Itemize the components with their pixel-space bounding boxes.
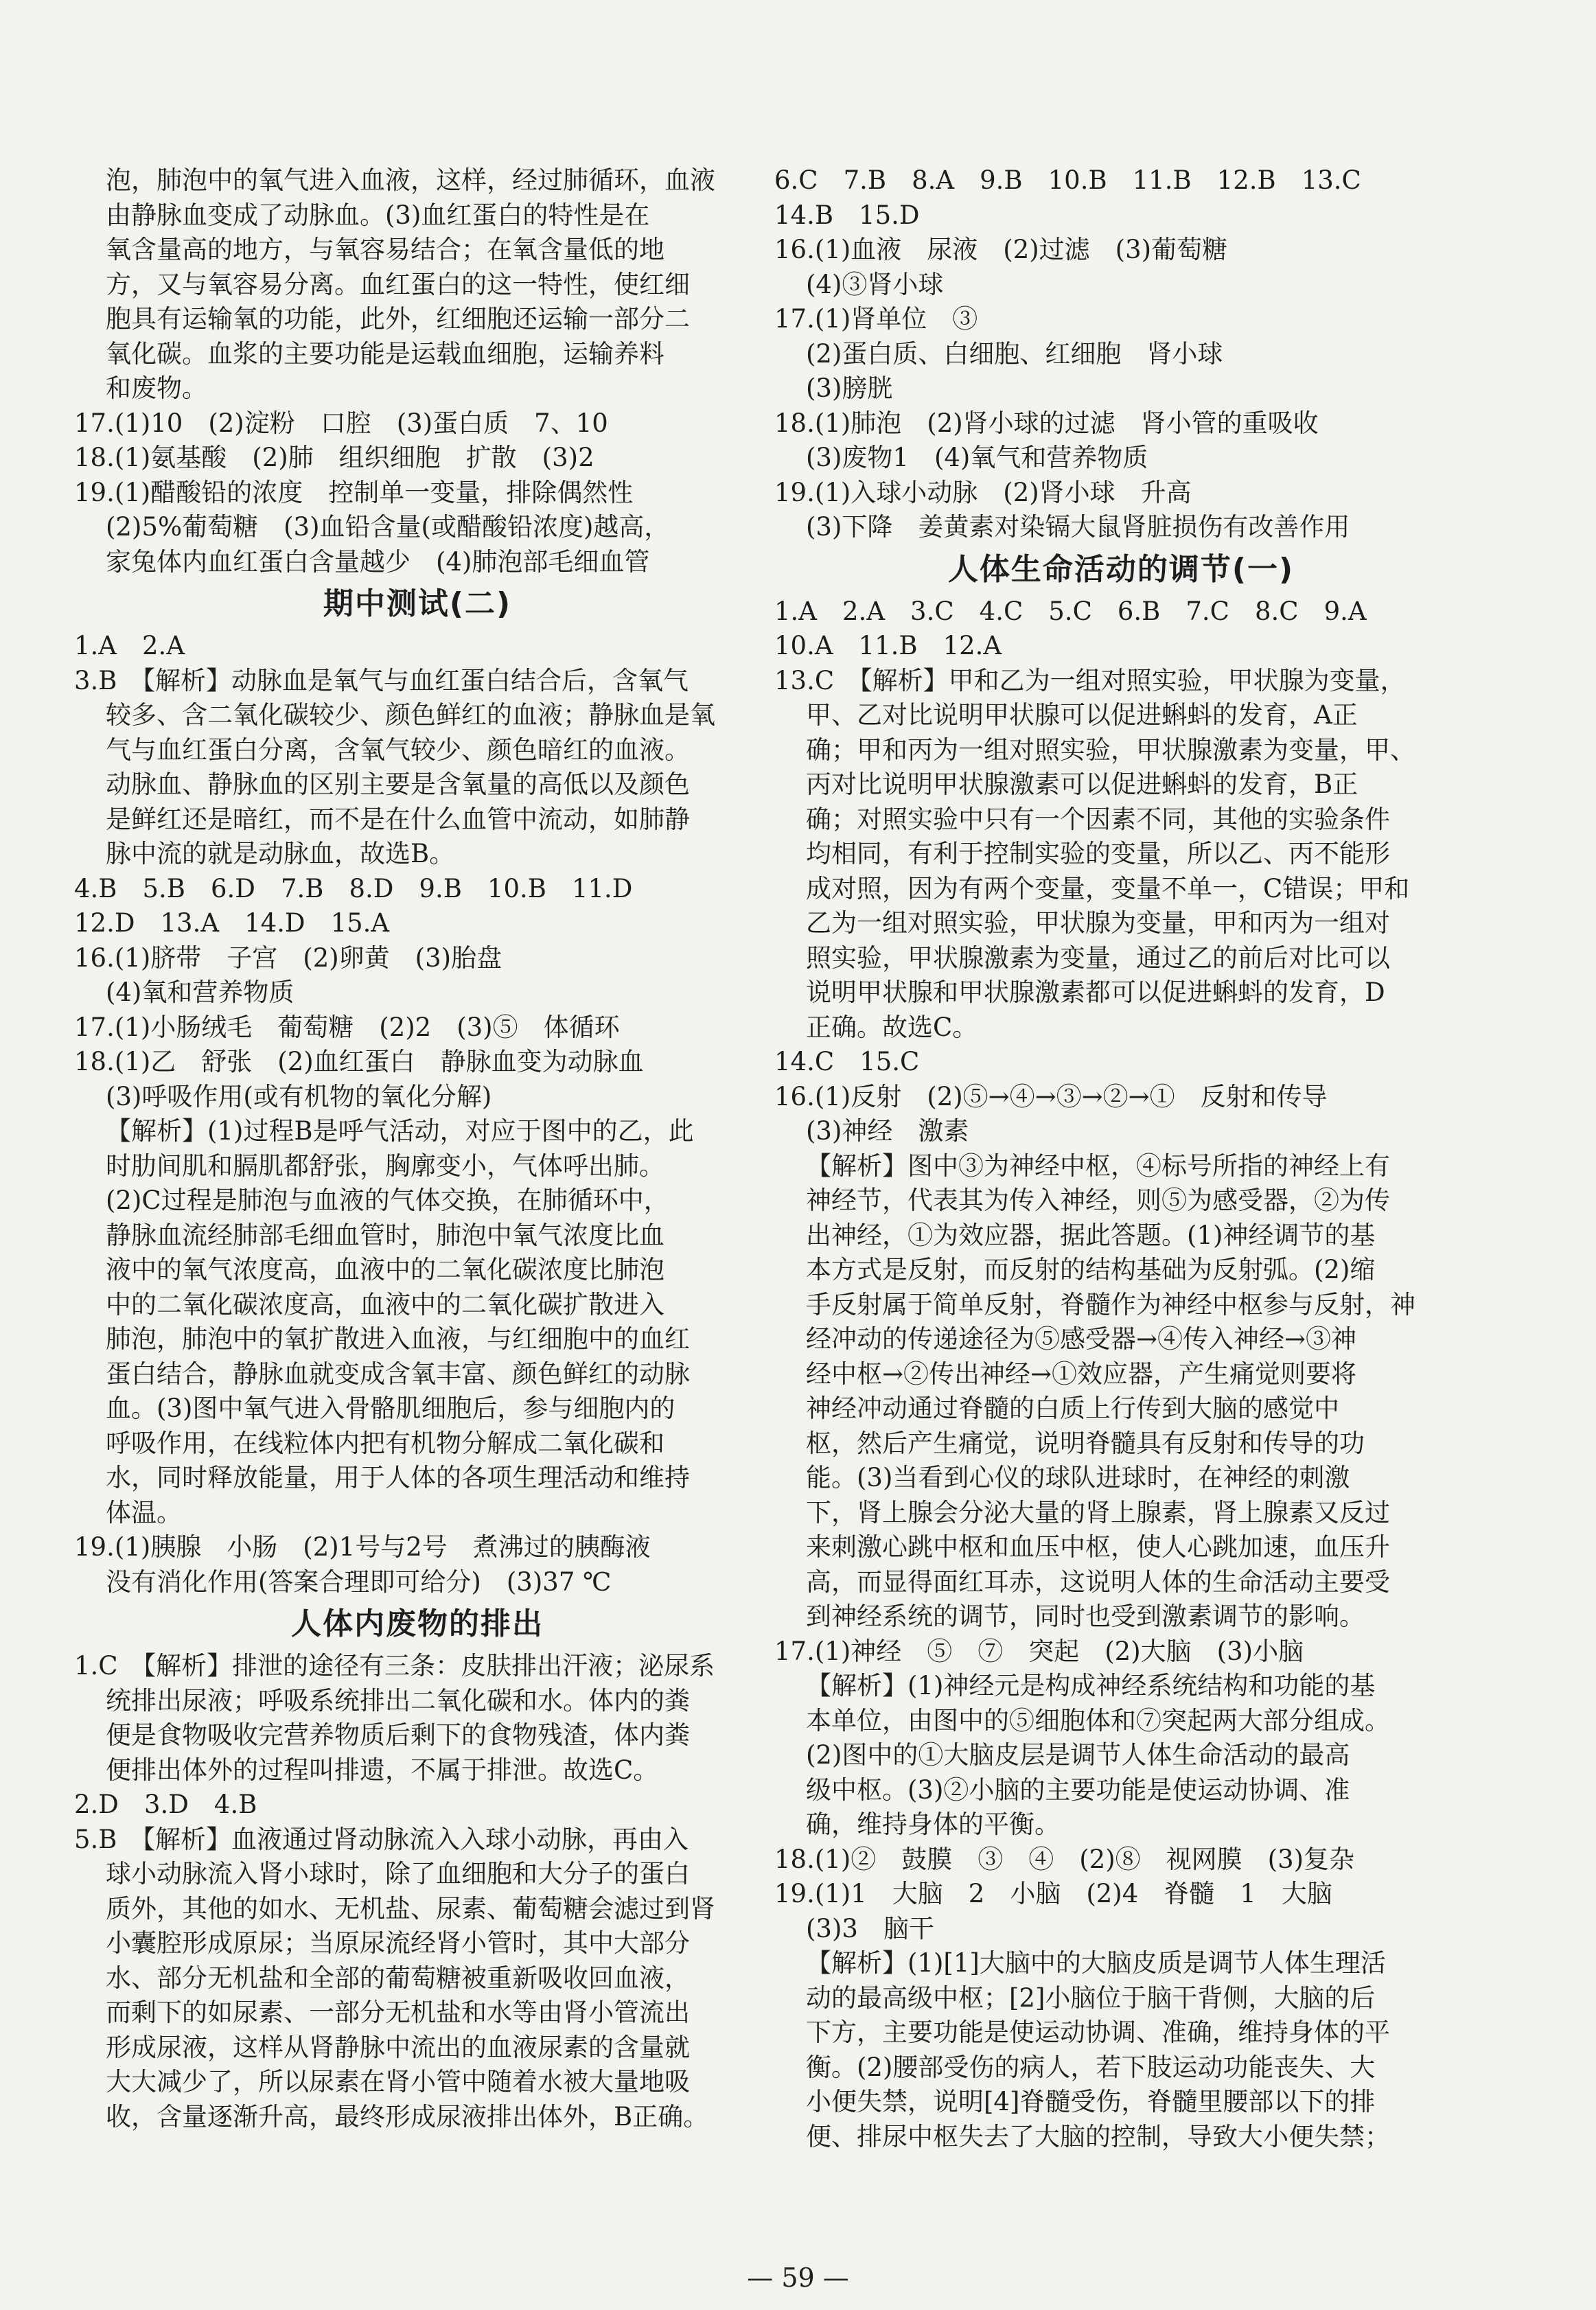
text-line: 而剩下的如尿素、一部分无机盐和水等由肾小管流出 — [106, 1998, 690, 2027]
text-line: 14.B 15.D — [774, 200, 920, 230]
text-line: 确；甲和丙为一组对照实验，甲状腺激素为变量，甲、 — [806, 735, 1415, 765]
text-line: 气与血红蛋白分离，含氧气较少、颜色暗红的血液。 — [106, 735, 690, 765]
text-line: 收，含量逐渐升高，最终形成尿液排出体外，B正确。 — [106, 2101, 709, 2132]
text-line: 枢，然后产生痛觉，说明脊髓具有反射和传导的功 — [806, 1428, 1365, 1458]
text-line: 10.A 11.B 12.A — [774, 631, 1002, 660]
text-line: 小囊腔形成原尿；当原尿流经肾小管时，其中大部分 — [106, 1928, 690, 1958]
text-line: 确，维持身体的平衡。 — [806, 1810, 1060, 1839]
text-line: 球小动脉流入肾小球时，除了血细胞和大分子的蛋白 — [106, 1859, 690, 1889]
text-line: 本单位，由图中的⑤细胞体和⑦突起两大部分组成。 — [806, 1705, 1390, 1735]
text-line: 神经节，代表其为传入神经，则⑤为感受器，②为传 — [806, 1186, 1390, 1215]
text-line: 乙为一组对照实验，甲状腺为变量，甲和丙为一组对 — [806, 908, 1390, 938]
text-line: 【解析】图中③为神经中枢，④标号所指的神经上有 — [806, 1151, 1390, 1181]
text-line: 便、排尿中枢失去了大脑的控制，导致大小便失禁； — [806, 2121, 1390, 2151]
text-line: (2)蛋白质、白细胞、红细胞 肾小球 — [806, 338, 1223, 369]
text-line: 大大减少了，所以尿素在肾小管中随着水被大量地吸 — [106, 2067, 690, 2097]
text-line: 18.(1)② 鼓膜 ③ ④ (2)⑧ 视网膜 (3)复杂 — [774, 1844, 1355, 1874]
text-line: 19.(1)醋酸铅的浓度 控制单一变量，排除偶然性 — [74, 477, 634, 507]
text-line: 说明甲状腺和甲状腺激素都可以促进蝌蚪的发育，D — [806, 978, 1385, 1007]
text-line: (3)呼吸作用(或有机物的氧化分解) — [106, 1081, 492, 1111]
text-line: 经冲动的传递途径为⑤感受器→④传入神经→③神 — [806, 1324, 1357, 1354]
text-line: 静脉血流经肺部毛细血管时，肺泡中氧气浓度比血 — [106, 1220, 664, 1250]
text-line: (4)氧和营养物质 — [106, 978, 294, 1007]
text-line: 1.A 2.A 3.C 4.C 5.C 6.B 7.C 8.C 9.A — [774, 596, 1367, 626]
text-line: (2)5%葡萄糖 (3)血铅含量(或醋酸铅浓度)越高， — [106, 512, 670, 542]
text-line: (3)废物1 (4)氧气和营养物质 — [806, 443, 1148, 472]
text-line: 18.(1)氨基酸 (2)肺 组织细胞 扩散 (3)2 — [74, 443, 594, 472]
text-line: 【解析】(1)神经元是构成神经系统结构和功能的基 — [806, 1671, 1376, 1700]
text-line: 和废物。 — [106, 373, 207, 403]
text-line: (2)图中的①大脑皮层是调节人体生命活动的最高 — [806, 1740, 1350, 1770]
text-line: 18.(1)乙 舒张 (2)血红蛋白 静脉血变为动脉血 — [74, 1047, 644, 1076]
page-number: — 59 — — [747, 2263, 849, 2293]
text-line: 【解析】(1)过程B是呼气活动，对应于图中的乙，此 — [106, 1116, 694, 1146]
text-line: 高，而显得面红耳赤，这说明人体的生命活动主要受 — [806, 1567, 1390, 1597]
text-line: 19.(1)入球小动脉 (2)肾小球 升高 — [774, 477, 1192, 507]
text-line: 血。(3)图中氧气进入骨骼肌细胞后，参与细胞内的 — [106, 1394, 675, 1423]
left-column — [74, 163, 761, 2134]
text-line: 13.C 【解析】甲和乙为一组对照实验，甲状腺为变量， — [774, 665, 1406, 695]
text-line: 下方，主要功能是使运动协调、准确，维持身体的平 — [806, 2018, 1390, 2047]
text-line: 均相同，有利于控制实验的变量，所以乙、丙不能形 — [806, 839, 1390, 868]
text-line: 出神经，①为效应器，据此答题。(1)神经调节的基 — [806, 1220, 1376, 1250]
text-line: 6.C 7.B 8.A 9.B 10.B 11.B 12.B 13.C — [774, 165, 1361, 195]
text-line: 氧化碳。血浆的主要功能是运载血细胞，运输养料 — [106, 338, 664, 369]
text-line: 甲、乙对比说明甲状腺可以促进蝌蚪的发育，A正 — [806, 700, 1358, 730]
text-line: 17.(1)神经 ⑤ ⑦ 突起 (2)大脑 (3)小脑 — [774, 1636, 1304, 1666]
text-line: 18.(1)肺泡 (2)肾小球的过滤 肾小管的重吸收 — [774, 408, 1319, 438]
text-line: 时肋间肌和膈肌都舒张，胸廓变小，气体呼出肺。 — [106, 1151, 664, 1181]
text-line: 中的二氧化碳浓度高，血液中的二氧化碳扩散进入 — [106, 1289, 664, 1319]
text-line: 19.(1)胰腺 小肠 (2)1号与2号 煮沸过的胰酶液 — [74, 1532, 651, 1562]
text-line: 到神经系统的调节，同时也受到激素调节的影响。 — [806, 1602, 1365, 1631]
text-line: 确；对照实验中只有一个因素不同，其他的实验条件 — [806, 804, 1390, 834]
text-line: 1.C 【解析】排泄的途径有三条：皮肤排出汗液；泌尿系 — [74, 1651, 715, 1680]
text-line: 1.A 2.A — [74, 631, 185, 660]
text-line: 4.B 5.B 6.D 7.B 8.D 9.B 10.B 11.D — [74, 873, 633, 903]
text-line: 3.B 【解析】动脉血是氧气与血红蛋白结合后，含氧气 — [74, 665, 689, 695]
text-line: 方，又与氧容易分离。血红蛋白的这一特性，使红细 — [106, 269, 690, 299]
text-line: 氧含量高的地方，与氧容易结合；在氧含量低的地 — [106, 235, 664, 264]
text-line: 16.(1)反射 (2)⑤→④→③→②→① 反射和传导 — [774, 1081, 1328, 1111]
text-line: 19.(1)1 大脑 2 小脑 (2)4 脊髓 1 大脑 — [774, 1879, 1332, 1908]
text-line: (4)③肾小球 — [806, 269, 944, 299]
text-line: 水，同时释放能量，用于人体的各项生理活动和维持 — [106, 1463, 690, 1492]
text-line: 是鲜红还是暗红，而不是在什么血管中流动，如肺静 — [106, 804, 690, 834]
section-title: 期中测试(二) — [323, 586, 512, 621]
text-line: 衡。(2)腰部受伤的病人，若下肢运动功能丧失、大 — [806, 2052, 1376, 2082]
text-line: 来刺激心跳中枢和血压中枢，使人心跳加速，血压升 — [806, 1532, 1390, 1562]
text-line: 能。(3)当看到心仪的球队进球时，在神经的刺激 — [806, 1463, 1350, 1492]
text-line: 照实验，甲状腺激素为变量，通过乙的前后对比可以 — [806, 943, 1390, 973]
text-line: (2)C过程是肺泡与血液的气体交换，在肺循环中， — [106, 1186, 669, 1215]
right-column — [774, 163, 1468, 2154]
text-line: 没有消化作用(答案合理即可给分) (3)37 ℃ — [106, 1567, 612, 1597]
text-line: 水、部分无机盐和全部的葡萄糖被重新吸收回血液， — [106, 1963, 690, 1993]
text-line: (3)3 脑干 — [806, 1913, 934, 1943]
text-line: 蛋白结合，静脉血就变成含氧丰富、颜色鲜红的动脉 — [106, 1359, 690, 1389]
text-line: 胞具有运输氧的功能，此外，红细胞还运输一部分二 — [106, 304, 690, 334]
text-line: 2.D 3.D 4.B — [74, 1790, 257, 1819]
text-line: 较多、含二氧化碳较少、颜色鲜红的血液；静脉血是氧 — [106, 700, 715, 730]
text-line: 本方式是反射，而反射的结构基础为反射弧。(2)缩 — [806, 1255, 1376, 1284]
text-line: 动脉血、静脉血的区别主要是含氧量的高低以及颜色 — [106, 770, 690, 799]
text-line: 泡，肺泡中的氧气进入血液，这样，经过肺循环，血液 — [106, 165, 715, 195]
text-line: 神经冲动通过脊髓的白质上行传到大脑的感觉中 — [806, 1394, 1339, 1423]
text-line: 动的最高级中枢；[2]小脑位于脑干背侧，大脑的后 — [806, 1983, 1376, 2013]
text-line: 呼吸作用，在线粒体内把有机物分解成二氧化碳和 — [106, 1428, 664, 1458]
text-line: 17.(1)小肠绒毛 葡萄糖 (2)2 (3)⑤ 体循环 — [74, 1012, 620, 1042]
text-line: 便是食物吸收完营养物质后剩下的食物残渣，体内粪 — [106, 1720, 690, 1750]
text-line: 丙对比说明甲状腺激素可以促进蝌蚪的发育，B正 — [806, 770, 1358, 799]
text-line: 17.(1)10 (2)淀粉 口腔 (3)蛋白质 7、10 — [74, 408, 608, 438]
text-line: 体温。 — [106, 1497, 182, 1527]
text-line: 正确。故选C。 — [806, 1012, 978, 1042]
text-line: 经中枢→②传出神经→①效应器，产生痛觉则要将 — [806, 1359, 1357, 1389]
text-line: 12.D 13.A 14.D 15.A — [74, 908, 390, 938]
text-line: 统排出尿液；呼吸系统排出二氧化碳和水。体内的粪 — [106, 1685, 690, 1716]
text-line: 5.B 【解析】血液通过肾动脉流入入球小动脉，再由入 — [74, 1824, 689, 1854]
text-line: 16.(1)血液 尿液 (2)过滤 (3)葡萄糖 — [774, 235, 1228, 264]
text-line: 由静脉血变成了动脉血。(3)血红蛋白的特性是在 — [106, 200, 650, 230]
text-line: 【解析】(1)[1]大脑中的大脑皮质是调节人体生理活 — [806, 1948, 1386, 1978]
text-line: 下，肾上腺会分泌大量的肾上腺素，肾上腺素又反过 — [806, 1497, 1390, 1527]
text-line: 脉中流的就是动脉血，故选B。 — [106, 839, 455, 868]
text-line: (3)膀胱 — [806, 373, 893, 403]
text-line: 便排出体外的过程叫排遗，不属于排泄。故选C。 — [106, 1755, 659, 1785]
section-title: 人体生命活动的调节(一) — [947, 551, 1295, 587]
text-line: 16.(1)脐带 子宫 (2)卵黄 (3)胎盘 — [74, 943, 502, 973]
text-line: 17.(1)肾单位 ③ — [774, 304, 978, 334]
section-title: 人体内废物的排出 — [291, 1606, 544, 1641]
text-line: 小便失禁，说明[4]脊髓受伤，脊髓里腰部以下的排 — [806, 2087, 1376, 2116]
text-line: 质外，其他的如水、无机盐、尿素、葡萄糖会滤过到肾 — [106, 1893, 715, 1924]
text-line: 液中的氧气浓度高，血液中的二氧化碳浓度比肺泡 — [106, 1255, 664, 1284]
text-line: 肺泡，肺泡中的氧扩散进入血液，与红细胞中的血红 — [106, 1324, 690, 1354]
text-line: 级中枢。(3)②小脑的主要功能是使运动协调、准 — [806, 1775, 1350, 1805]
text-line: (3)神经 激素 — [806, 1116, 969, 1146]
text-line: 手反射属于简单反射，脊髓作为神经中枢参与反射，神 — [806, 1289, 1415, 1319]
text-line: 14.C 15.C — [774, 1047, 920, 1076]
text-line: 形成尿液，这样从肾静脉中流出的血液尿素的含量就 — [106, 2032, 690, 2062]
text-line: 家兔体内血红蛋白含量越少 (4)肺泡部毛细血管 — [106, 546, 650, 577]
text-line: 成对照，因为有两个变量，变量不单一，C错误；甲和 — [806, 873, 1410, 903]
text-line: (3)下降 姜黄素对染镉大鼠肾脏损伤有改善作用 — [806, 512, 1350, 542]
